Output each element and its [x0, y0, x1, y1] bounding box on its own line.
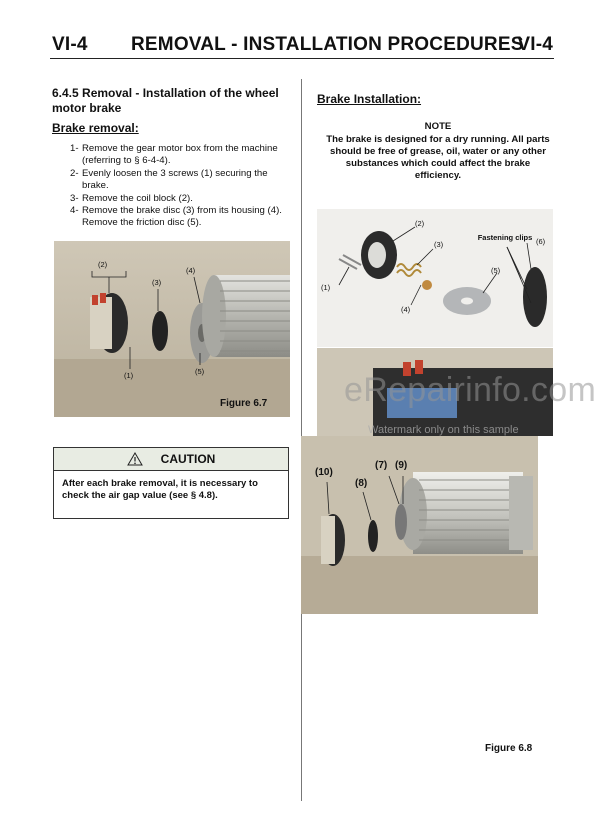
callout-5: (5) [491, 266, 501, 275]
caution-header [54, 448, 288, 471]
callout-1: (1) [321, 283, 331, 292]
note-block [322, 121, 554, 182]
callout-5: (5) [195, 367, 205, 376]
list-item: 1- Remove the gear motor box from the machine (referring to § 6-4-4). [70, 143, 278, 167]
note-text: The brake is designed for a dry running. All parts should be free of grease, oil, water or any other substances which could affect the brake efficiency. [326, 134, 550, 181]
caution-text: After each brake removal, it is necessary to check the air gap value (see § 4.8). [62, 478, 258, 501]
brake-exploded-illustration [317, 209, 553, 347]
callout-2: (2) [98, 260, 108, 269]
note-heading: NOTE [424, 121, 452, 132]
motor-brake-parts-illustration [301, 436, 538, 614]
figure-label: Figure 6.8 [485, 743, 533, 754]
callout-9: (9) [395, 460, 408, 471]
removal-steps-list [70, 143, 292, 230]
list-item: 4- Remove the brake disc (3) from its housing (4). Remove the friction disc (5). [70, 205, 282, 229]
callout-3: (3) [152, 278, 162, 287]
callout-6: (6) [536, 237, 546, 246]
brake-installation-subtitle: Brake Installation: [317, 92, 422, 106]
warning-icon [127, 452, 143, 466]
page-number-left: VI-4 [52, 34, 88, 55]
section-title: 6.4.5 Removal - Installation of the wheel motor brake [52, 86, 279, 115]
watermark: eRepairinfo.com [344, 371, 597, 409]
brake-parts-illustration [54, 241, 290, 417]
caution-box [53, 447, 289, 519]
callout-4: (4) [186, 266, 196, 275]
callout-10: (10) [315, 467, 333, 478]
fastening-clips-label: Fastening clips [477, 233, 533, 242]
caution-title: CAUTION [160, 452, 216, 466]
page-number-right: VI-4 [517, 34, 553, 55]
watermark-subtext: Watermark only on this sample [368, 424, 519, 436]
callout-2: (2) [415, 219, 425, 228]
header-rule [50, 58, 554, 59]
brake-removal-subtitle: Brake removal: [52, 121, 139, 135]
figure-label: Figure 6.7 [220, 398, 268, 409]
page-header-title: REMOVAL - INSTALLATION PROCEDURES [131, 34, 524, 55]
callout-1: (1) [124, 371, 134, 380]
callout-4: (4) [401, 305, 411, 314]
figure-6-8-top-photo [317, 209, 553, 347]
callout-7: (7) [375, 460, 388, 471]
callout-3: (3) [434, 240, 444, 249]
figure-6-8-bottom-photo [301, 436, 538, 614]
figure-6-7-photo [54, 241, 290, 417]
callout-8: (8) [355, 478, 368, 489]
list-item: 3- Remove the coil block (2). [70, 192, 193, 204]
list-item: 2- Evenly loosen the 3 screws (1) securing the brake. [70, 167, 268, 192]
